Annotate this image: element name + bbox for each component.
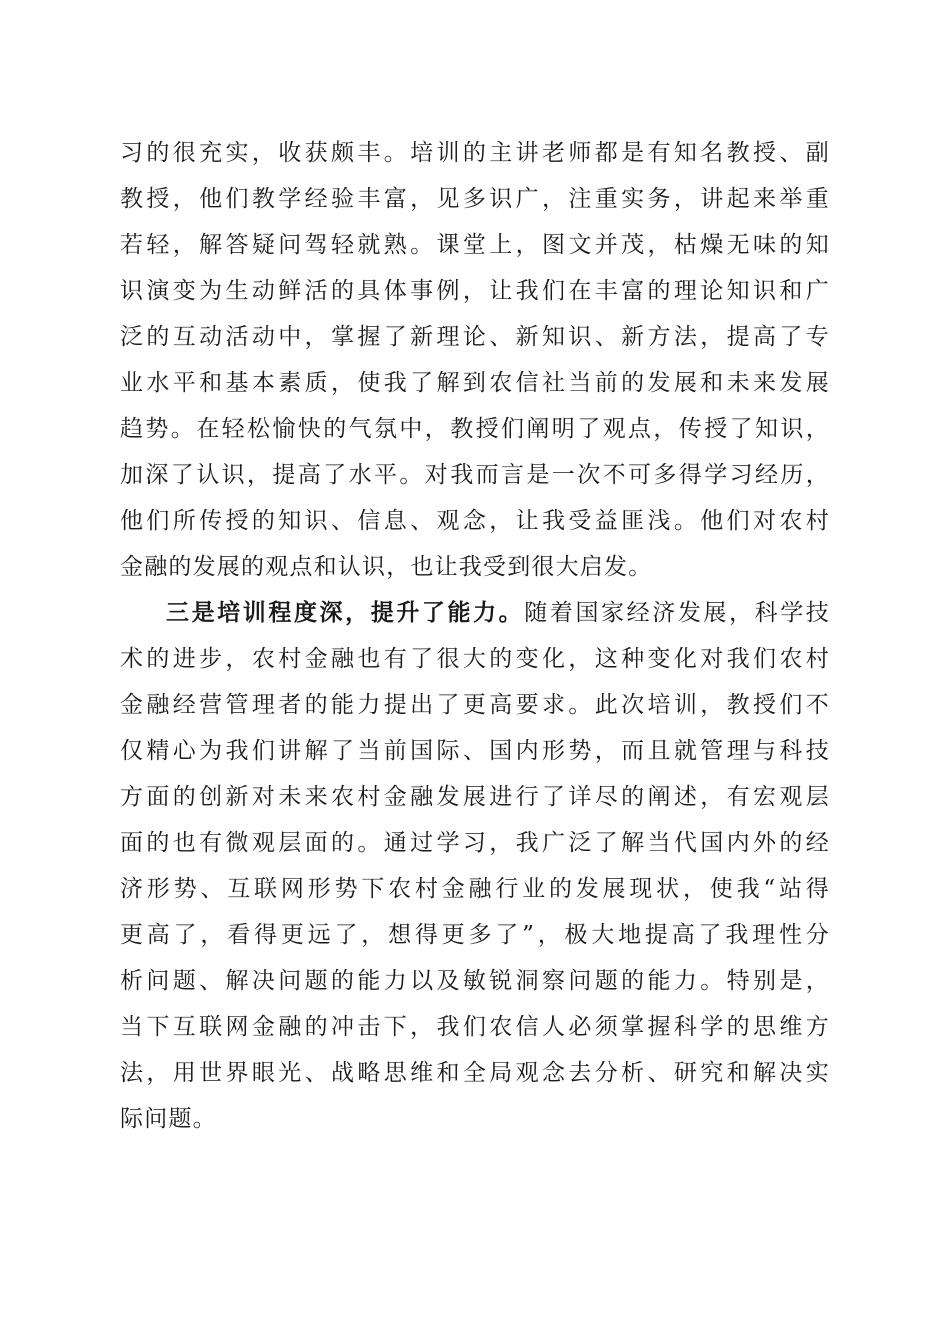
paragraph-2-line-5: 方面的创新对未来农村金融发展进行了详尽的阐述，有宏观层: [120, 784, 830, 810]
paragraph-1-line-9: 他们所传授的知识、信息、观念，让我受益匪浅。他们对农村: [120, 508, 830, 534]
paragraph-1-line-2: 教授，他们教学经验丰富，见多识广，注重实务，讲起来举重: [120, 186, 830, 212]
paragraph-1-line-4: 识演变为生动鲜活的具体事例，让我们在丰富的理论知识和广: [120, 278, 830, 304]
paragraph-1-line-1: 习的很充实，收获颇丰。培训的主讲老师都是有知名教授、副: [120, 140, 830, 166]
paragraph-2-line-6: 面的也有微观层面的。通过学习，我广泛了解当代国内外的经: [120, 830, 830, 856]
paragraph-2-line-11: 法，用世界眼光、战略思维和全局观念去分析、研究和解决实: [120, 1060, 830, 1086]
paragraph-2-line-9: 析问题、解决问题的能力以及敏锐洞察问题的能力。特别是，: [120, 968, 830, 994]
paragraph-1-line-3: 若轻，解答疑问驾轻就熟。课堂上，图文并茂，枯燥无味的知: [120, 232, 830, 258]
paragraph-2-first-line-rest: 随着国家经济发展，科学技: [524, 600, 830, 626]
paragraph-2-line-7: 济形势、互联网形势下农村金融行业的发展现状，使我“站得: [120, 876, 830, 902]
paragraph-1-line-7: 趋势。在轻松愉快的气氛中，教授们阐明了观点，传授了知识，: [120, 416, 830, 442]
paragraph-1-line-8: 加深了认识，提高了水平。对我而言是一次不可多得学习经历，: [120, 462, 830, 488]
paragraph-2-first-line: [166, 590, 830, 636]
paragraph-2-line-12: 际问题。: [120, 1106, 217, 1132]
paragraph-2-line-4: 仅精心为我们讲解了当前国际、国内形势，而且就管理与科技: [120, 738, 830, 764]
paragraph-2-heading: 三是培训程度深，提升了能力。: [166, 599, 525, 626]
paragraph-2-line-8: 更高了，看得更远了，想得更多了”，极大地提高了我理性分: [120, 922, 830, 948]
paragraph-2-line-10: 当下互联网金融的冲击下，我们农信人必须掌握科学的思维方: [120, 1014, 830, 1040]
paragraph-2-line-2: 术的进步，农村金融也有了很大的变化，这种变化对我们农村: [120, 646, 830, 672]
paragraph-1-line-5: 泛的互动活动中，掌握了新理论、新知识、新方法，提高了专: [120, 324, 830, 350]
paragraph-1-line-10: 金融的发展的观点和认识，也让我受到很大启发。: [120, 554, 653, 580]
paragraph-2-line-3: 金融经营管理者的能力提出了更高要求。此次培训，教授们不: [120, 692, 830, 718]
paragraph-1-line-6: 业水平和基本素质，使我了解到农信社当前的发展和未来发展: [120, 370, 830, 396]
